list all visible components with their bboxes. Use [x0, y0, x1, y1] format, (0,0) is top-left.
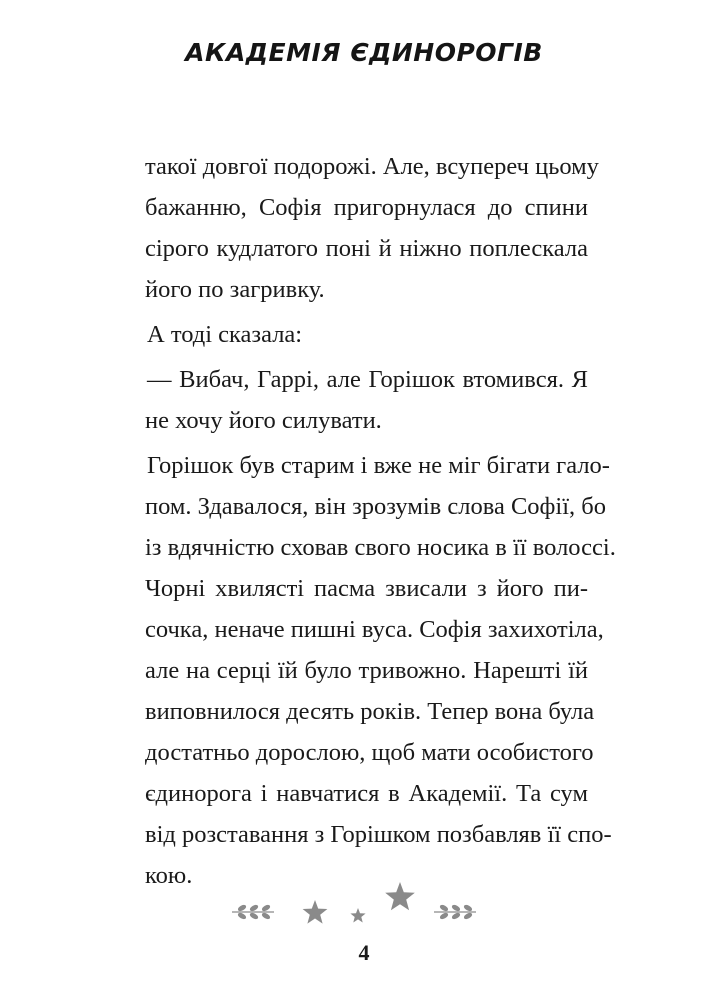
text-line: від розставання з Горішком позбавляв її спо- [145, 821, 612, 848]
text-line: із вдячністю сховав свого носика в її волоссі. [145, 534, 616, 561]
text-line: достатньо дорослою, щоб мати особистого [145, 739, 594, 766]
running-title: АКАДЕМІЯ ЄДИНОРОГІВ [185, 38, 543, 67]
text-line: кою. [145, 862, 193, 889]
text-line: не хочу його силувати. [145, 407, 382, 434]
text-line: єдинорога і навчатися в Академії. Та сум [145, 780, 588, 807]
text-line: — Вибач, Гаррі, але Горішок втомився. Я [147, 366, 588, 393]
text-line: його по загривку. [145, 276, 325, 303]
text-line: бажанню, Софія пригорнулася до спини [145, 194, 588, 221]
text-line: Горішок був старим і вже не міг бігати гало- [147, 452, 610, 479]
star-icon [303, 900, 328, 924]
leaf-sprig-icon [434, 904, 476, 919]
text-line: пом. Здавалося, він зрозумів слова Софії, бо [145, 493, 606, 520]
decorative-ornament [230, 878, 498, 930]
star-icon [385, 882, 415, 910]
text-line: такої довгої подорожі. Але, всупереч цьому [145, 153, 599, 180]
text-line: сочка, неначе пишні вуса. Софія захихотіла, [145, 616, 604, 643]
star-icon [350, 908, 365, 923]
text-line: сірого кудлатого поні й ніжно поплескала [145, 235, 588, 262]
text-line: виповнилося десять років. Тепер вона була [145, 698, 595, 725]
text-line: але на серці їй було тривожно. Нарешті їй [145, 657, 588, 684]
text-line: Чорні хвилясті пасма звисали з його пи- [145, 575, 588, 602]
leaf-sprig-icon [232, 904, 274, 919]
page-number: 4 [358, 940, 370, 965]
page-body [145, 146, 616, 896]
text-line: А тоді сказала: [147, 321, 303, 348]
